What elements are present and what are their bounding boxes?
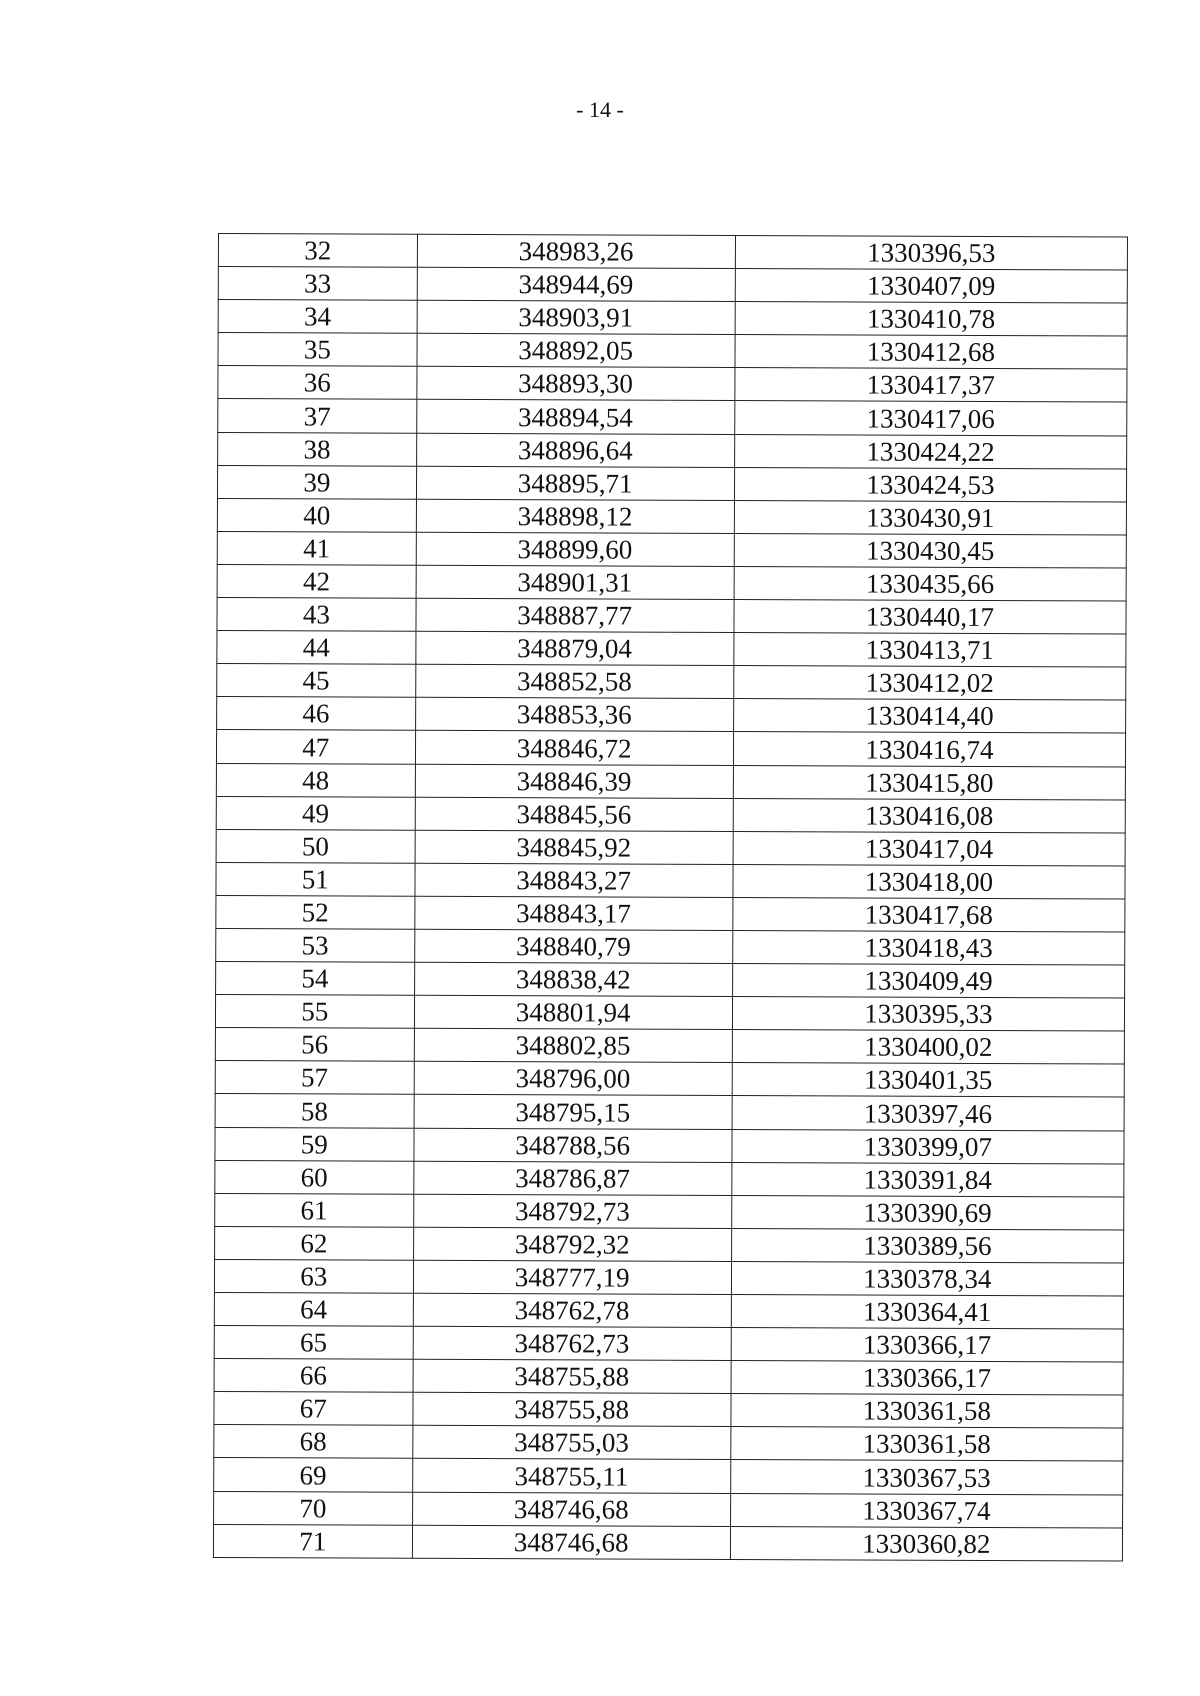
table-row: [218, 300, 1127, 337]
point-number-cell: 65: [214, 1326, 413, 1360]
x-coordinate-cell: 348899,60: [416, 532, 734, 566]
y-coordinate-cell: 1330410,78: [735, 302, 1127, 337]
x-coordinate-cell: 348792,32: [413, 1227, 731, 1261]
x-coordinate-cell: 348746,68: [412, 1492, 730, 1526]
x-coordinate-cell: 348845,56: [415, 797, 733, 831]
x-coordinate-cell: 348840,79: [414, 929, 732, 963]
y-coordinate-cell: 1330360,82: [730, 1526, 1122, 1561]
point-number-cell: 71: [213, 1524, 412, 1558]
y-coordinate-cell: 1330378,34: [731, 1261, 1123, 1296]
x-coordinate-cell: 348796,00: [414, 1062, 732, 1096]
x-coordinate-cell: 348755,88: [413, 1393, 731, 1427]
x-coordinate-cell: 348755,88: [413, 1359, 731, 1393]
x-coordinate-cell: 348802,85: [414, 1029, 732, 1063]
point-number-cell: 54: [216, 962, 415, 996]
y-coordinate-cell: 1330361,58: [731, 1394, 1123, 1429]
point-number-cell: 36: [218, 366, 417, 400]
x-coordinate-cell: 348843,17: [414, 896, 732, 930]
point-number-cell: 56: [215, 1028, 414, 1062]
table-row: [217, 598, 1126, 635]
table-row: [214, 1292, 1123, 1329]
y-coordinate-cell: 1330418,00: [733, 864, 1125, 899]
point-number-cell: 62: [215, 1226, 414, 1260]
y-coordinate-cell: 1330416,08: [733, 798, 1125, 833]
x-coordinate-cell: 348795,15: [414, 1095, 732, 1129]
point-number-cell: 43: [217, 598, 416, 632]
table-row: [215, 1193, 1124, 1230]
x-coordinate-cell: 348894,54: [416, 400, 734, 434]
y-coordinate-cell: 1330400,02: [732, 1030, 1124, 1065]
y-coordinate-cell: 1330396,53: [735, 235, 1127, 270]
table-row: [214, 1259, 1123, 1296]
x-coordinate-cell: 348895,71: [416, 466, 734, 500]
y-coordinate-cell: 1330395,33: [732, 997, 1124, 1032]
table-row: [214, 1359, 1123, 1396]
table-row: [215, 1094, 1124, 1131]
point-number-cell: 42: [217, 564, 416, 598]
point-number-cell: 55: [215, 995, 414, 1029]
point-number-cell: 63: [214, 1259, 413, 1293]
y-coordinate-cell: 1330364,41: [731, 1294, 1123, 1329]
coordinates-table-body: [213, 234, 1127, 1561]
table-row: [215, 1160, 1124, 1197]
table-row: [217, 465, 1126, 502]
x-coordinate-cell: 348893,30: [417, 367, 735, 401]
y-coordinate-cell: 1330407,09: [735, 269, 1127, 304]
x-coordinate-cell: 348892,05: [417, 334, 735, 368]
x-coordinate-cell: 348852,58: [415, 664, 733, 698]
point-number-cell: 68: [214, 1425, 413, 1459]
point-number-cell: 35: [218, 333, 417, 367]
point-number-cell: 50: [216, 829, 415, 863]
table-row: [217, 498, 1126, 535]
y-coordinate-cell: 1330389,56: [731, 1228, 1123, 1263]
point-number-cell: 37: [218, 399, 417, 433]
point-number-cell: 61: [215, 1193, 414, 1227]
y-coordinate-cell: 1330430,91: [734, 500, 1126, 535]
y-coordinate-cell: 1330430,45: [734, 533, 1126, 568]
point-number-cell: 66: [214, 1359, 413, 1393]
x-coordinate-cell: 348801,94: [414, 995, 732, 1029]
table-row: [214, 1491, 1123, 1528]
table-row: [216, 928, 1125, 965]
point-number-cell: 52: [216, 895, 415, 929]
y-coordinate-cell: 1330367,74: [730, 1493, 1122, 1528]
point-number-cell: 53: [216, 928, 415, 962]
x-coordinate-cell: 348762,73: [413, 1326, 731, 1360]
table-row: [216, 895, 1125, 932]
point-number-cell: 69: [214, 1458, 413, 1492]
x-coordinate-cell: 348755,11: [412, 1459, 730, 1493]
x-coordinate-cell: 348903,91: [417, 300, 735, 334]
point-number-cell: 48: [216, 763, 415, 797]
y-coordinate-cell: 1330424,53: [734, 467, 1126, 502]
x-coordinate-cell: 348846,39: [415, 764, 733, 798]
table-row: [218, 333, 1127, 370]
y-coordinate-cell: 1330367,53: [730, 1460, 1122, 1495]
y-coordinate-cell: 1330412,68: [735, 335, 1127, 370]
x-coordinate-cell: 348746,68: [412, 1525, 730, 1559]
point-number-cell: 51: [216, 862, 415, 896]
point-number-cell: 34: [218, 300, 417, 334]
point-number-cell: 39: [217, 465, 416, 499]
y-coordinate-cell: 1330366,17: [731, 1328, 1123, 1363]
x-coordinate-cell: 348846,72: [415, 731, 733, 765]
page-number: - 14 -: [576, 97, 624, 122]
x-coordinate-cell: 348853,36: [415, 698, 733, 732]
y-coordinate-cell: 1330413,71: [734, 633, 1126, 668]
table-row: [218, 366, 1127, 403]
table-row: [216, 730, 1125, 767]
y-coordinate-cell: 1330409,49: [732, 964, 1124, 999]
table-row: [217, 631, 1126, 668]
x-coordinate-cell: 348845,92: [415, 830, 733, 864]
table-row: [216, 862, 1125, 899]
y-coordinate-cell: 1330414,40: [733, 699, 1125, 734]
point-number-cell: 32: [218, 234, 417, 268]
point-number-cell: 70: [214, 1491, 413, 1525]
y-coordinate-cell: 1330417,04: [733, 831, 1125, 866]
table-row: [217, 664, 1126, 701]
table-row: [215, 1028, 1124, 1065]
table-row: [215, 1226, 1124, 1263]
x-coordinate-cell: 348843,27: [415, 863, 733, 897]
point-number-cell: 45: [217, 664, 416, 698]
y-coordinate-cell: 1330417,37: [735, 368, 1127, 403]
x-coordinate-cell: 348944,69: [417, 267, 735, 301]
point-number-cell: 59: [215, 1127, 414, 1161]
table-row: [217, 564, 1126, 601]
y-coordinate-cell: 1330366,17: [731, 1361, 1123, 1396]
point-number-cell: 44: [217, 631, 416, 665]
table-row: [217, 697, 1126, 734]
table-row: [214, 1326, 1123, 1363]
y-coordinate-cell: 1330399,07: [732, 1129, 1124, 1164]
point-number-cell: 49: [216, 796, 415, 830]
point-number-cell: 64: [214, 1292, 413, 1326]
table-row: [216, 763, 1125, 800]
y-coordinate-cell: 1330417,06: [734, 401, 1126, 436]
x-coordinate-cell: 348896,64: [416, 433, 734, 467]
table-row: [216, 829, 1125, 866]
table-row: [218, 234, 1127, 271]
y-coordinate-cell: 1330391,84: [731, 1162, 1123, 1197]
x-coordinate-cell: 348838,42: [414, 962, 732, 996]
table-row: [218, 399, 1127, 436]
point-number-cell: 41: [217, 531, 416, 565]
table-row: [214, 1458, 1123, 1495]
x-coordinate-cell: 348762,78: [413, 1293, 731, 1327]
x-coordinate-cell: 348788,56: [414, 1128, 732, 1162]
x-coordinate-cell: 348786,87: [413, 1161, 731, 1195]
y-coordinate-cell: 1330418,43: [732, 930, 1124, 965]
point-number-cell: 40: [217, 498, 416, 532]
coordinates-table: [213, 233, 1128, 1561]
x-coordinate-cell: 348879,04: [415, 631, 733, 665]
table-row: [215, 1127, 1124, 1164]
x-coordinate-cell: 348755,03: [412, 1426, 730, 1460]
y-coordinate-cell: 1330440,17: [734, 600, 1126, 635]
table-row: [215, 995, 1124, 1032]
x-coordinate-cell: 348898,12: [416, 499, 734, 533]
y-coordinate-cell: 1330415,80: [733, 765, 1125, 800]
table-row: [215, 1061, 1124, 1098]
y-coordinate-cell: 1330361,58: [730, 1427, 1122, 1462]
x-coordinate-cell: 348792,73: [413, 1194, 731, 1228]
x-coordinate-cell: 348887,77: [416, 598, 734, 632]
y-coordinate-cell: 1330435,66: [734, 566, 1126, 601]
table-row: [216, 962, 1125, 999]
table-row: [218, 267, 1127, 304]
table-row: [214, 1392, 1123, 1429]
y-coordinate-cell: 1330417,68: [733, 897, 1125, 932]
table-row: [214, 1425, 1123, 1462]
point-number-cell: 58: [215, 1094, 414, 1128]
y-coordinate-cell: 1330397,46: [732, 1096, 1124, 1131]
point-number-cell: 33: [218, 267, 417, 301]
table-row: [213, 1524, 1122, 1561]
point-number-cell: 57: [215, 1061, 414, 1095]
y-coordinate-cell: 1330412,02: [733, 666, 1125, 701]
y-coordinate-cell: 1330424,22: [734, 434, 1126, 469]
x-coordinate-cell: 348983,26: [417, 234, 735, 268]
point-number-cell: 46: [217, 697, 416, 731]
y-coordinate-cell: 1330401,35: [732, 1063, 1124, 1098]
table-row: [217, 531, 1126, 568]
y-coordinate-cell: 1330390,69: [731, 1195, 1123, 1230]
table-row: [216, 796, 1125, 833]
x-coordinate-cell: 348901,31: [416, 565, 734, 599]
point-number-cell: 47: [216, 730, 415, 764]
point-number-cell: 67: [214, 1392, 413, 1426]
y-coordinate-cell: 1330416,74: [733, 732, 1125, 767]
point-number-cell: 60: [215, 1160, 414, 1194]
table-row: [218, 432, 1127, 469]
point-number-cell: 38: [218, 432, 417, 466]
x-coordinate-cell: 348777,19: [413, 1260, 731, 1294]
